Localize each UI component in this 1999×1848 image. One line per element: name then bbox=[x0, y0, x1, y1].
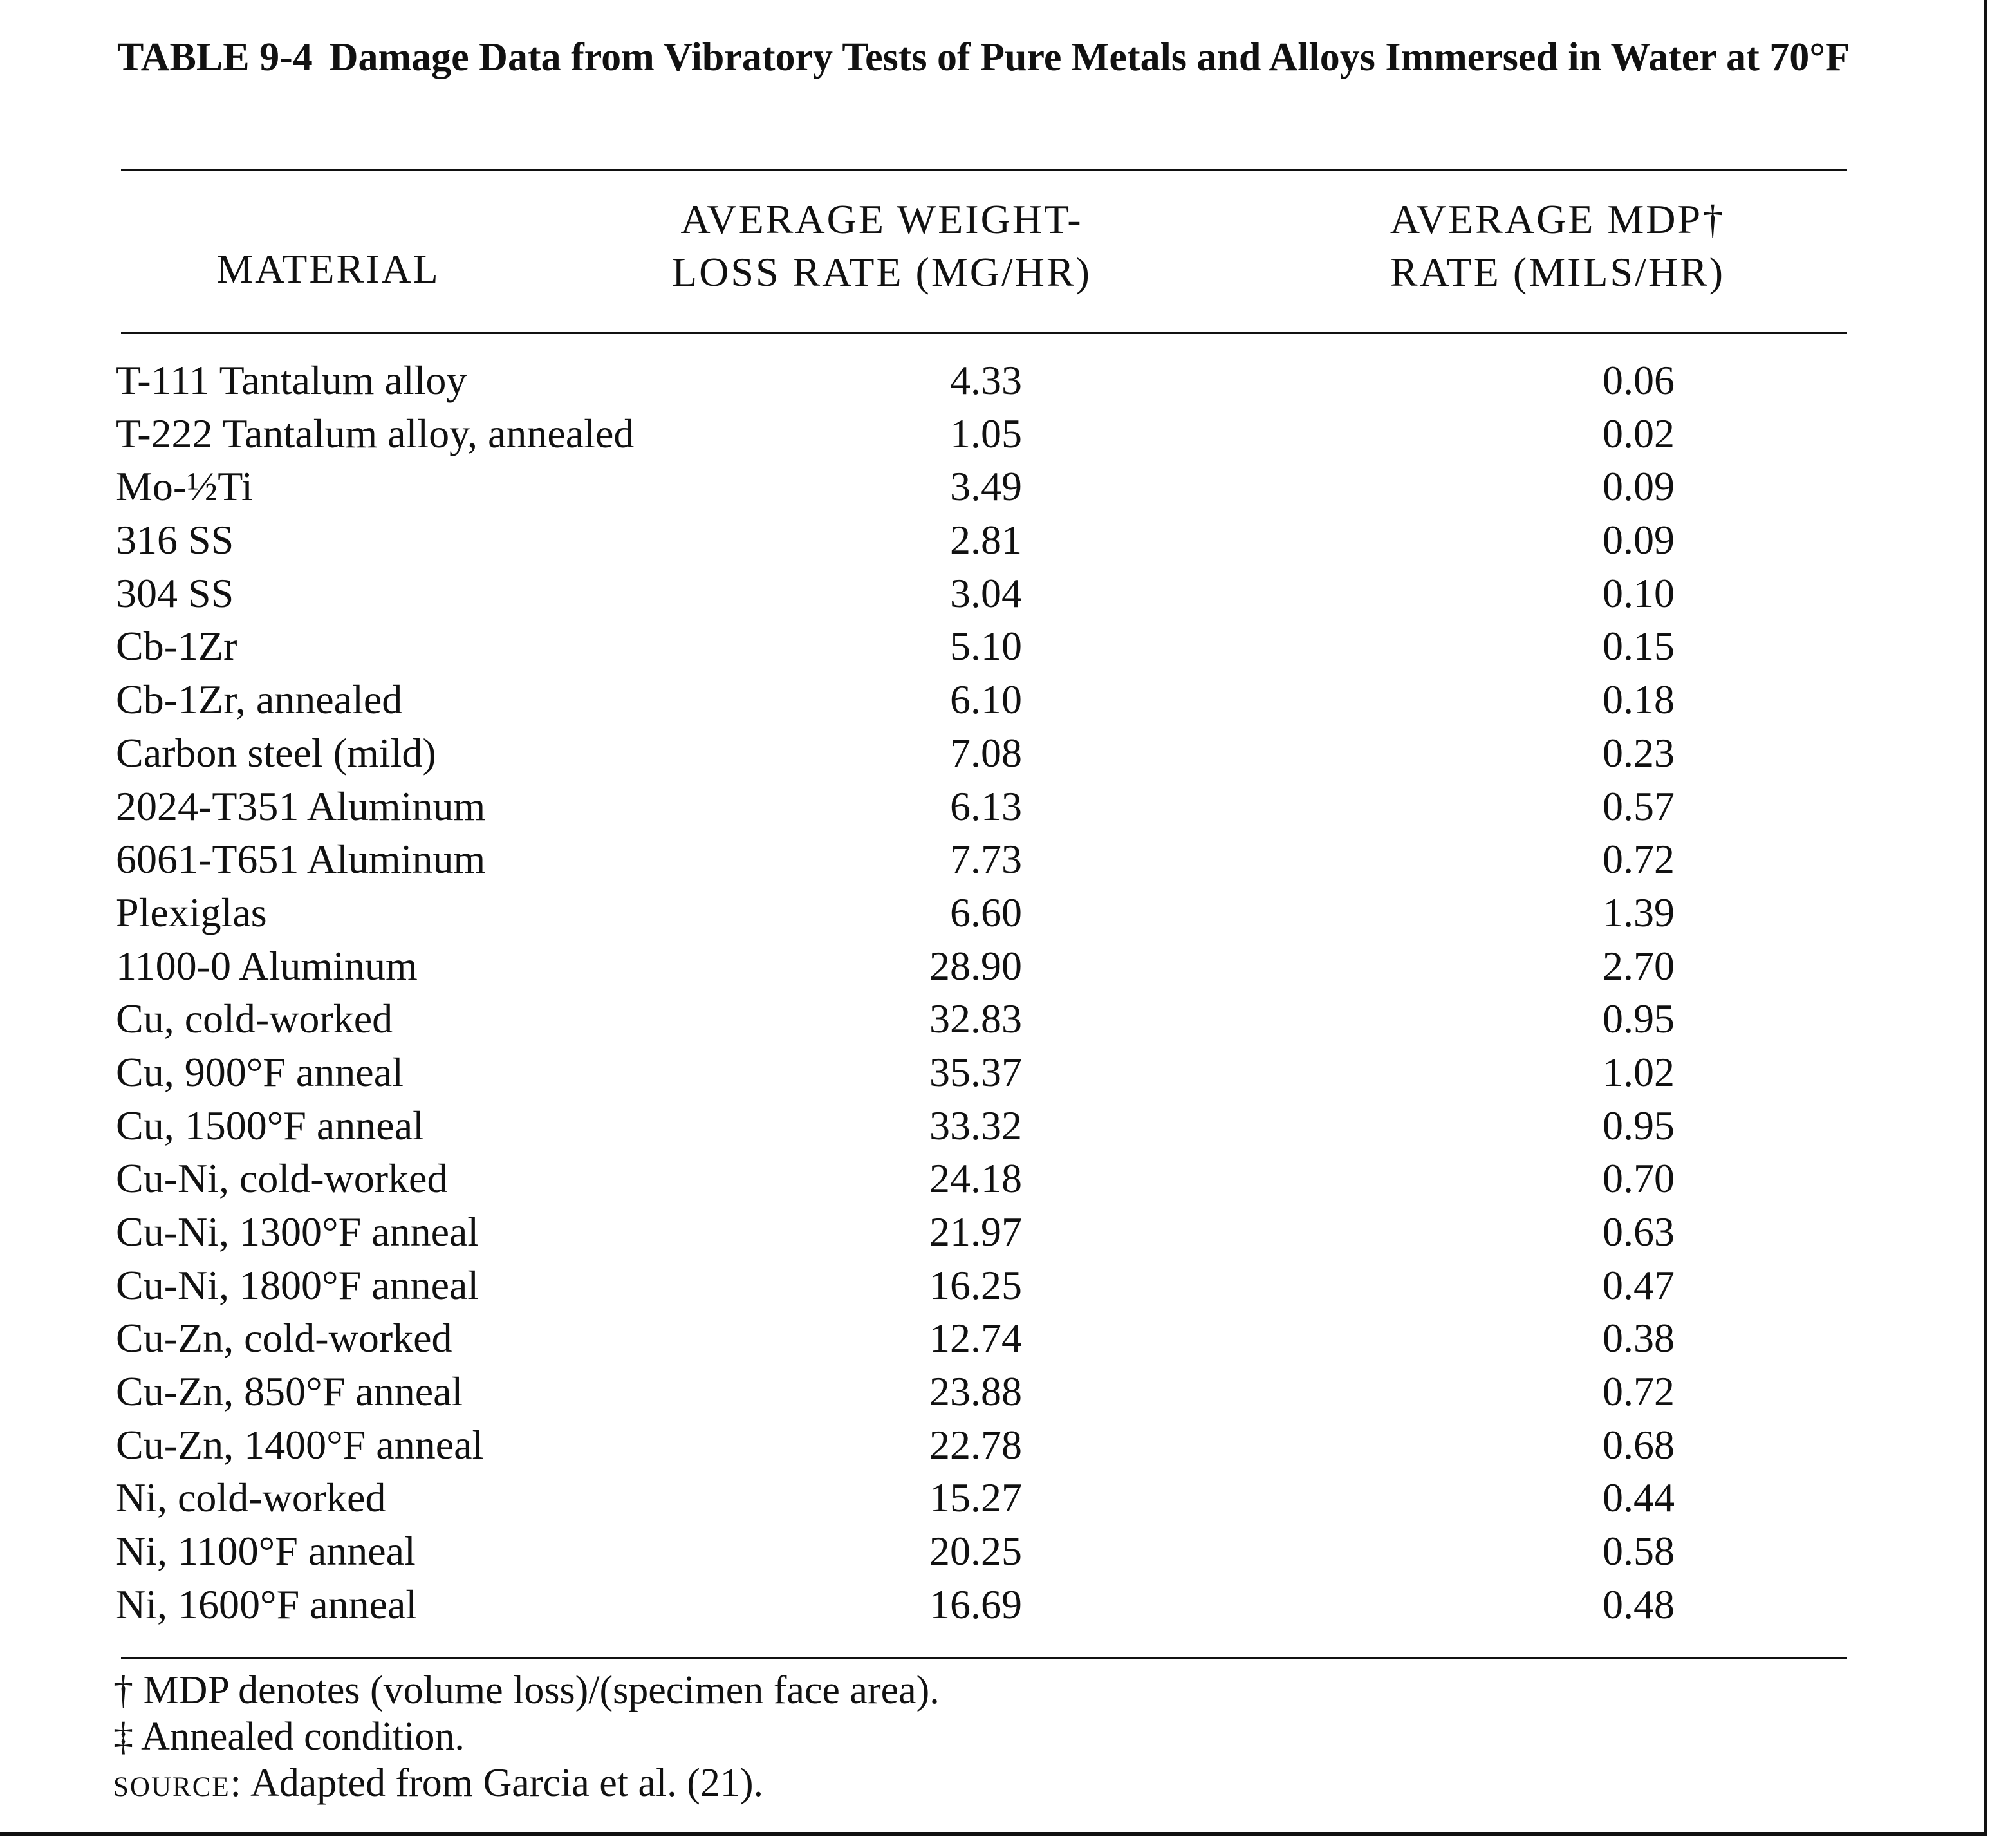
table-row bbox=[116, 567, 1841, 621]
cell-material: Cb-1Zr bbox=[116, 623, 237, 669]
cell-weight-loss: 5.10 bbox=[950, 623, 1022, 669]
cell-weight-loss: 2.81 bbox=[950, 517, 1022, 563]
table-row bbox=[116, 727, 1841, 780]
table-row bbox=[116, 1471, 1841, 1525]
table-row bbox=[116, 407, 1841, 461]
footnote-dagger: † MDP denotes (volume loss)/(specimen face area). bbox=[113, 1668, 940, 1712]
cell-weight-loss: 6.10 bbox=[950, 677, 1022, 723]
cell-mdp: 0.63 bbox=[1603, 1209, 1675, 1255]
cell-weight-loss: 16.25 bbox=[929, 1262, 1022, 1308]
column-header-weight-loss bbox=[586, 193, 1178, 299]
table-row bbox=[116, 1152, 1841, 1206]
table-row bbox=[116, 833, 1841, 886]
source-label: source: bbox=[113, 1761, 243, 1805]
cell-weight-loss: 28.90 bbox=[929, 942, 1022, 989]
cell-material: Ni, 1100°F anneal bbox=[116, 1528, 416, 1574]
table-row bbox=[116, 1365, 1841, 1419]
cell-weight-loss: 32.83 bbox=[929, 996, 1022, 1042]
cell-mdp: 0.06 bbox=[1603, 357, 1675, 403]
table-row bbox=[116, 1046, 1841, 1099]
cell-weight-loss: 6.60 bbox=[950, 889, 1022, 935]
table-row bbox=[116, 1419, 1841, 1472]
cell-mdp: 0.72 bbox=[1603, 1368, 1675, 1415]
cell-mdp: 0.58 bbox=[1603, 1528, 1675, 1574]
cell-material: Cu-Ni, 1300°F anneal bbox=[116, 1209, 479, 1255]
cell-material: Cu-Ni, 1800°F anneal bbox=[116, 1262, 479, 1308]
column-header-line: AVERAGE MDP† bbox=[1390, 196, 1725, 242]
column-header-line: MATERIAL bbox=[216, 246, 440, 292]
cell-weight-loss: 24.18 bbox=[929, 1155, 1022, 1202]
cell-mdp: 2.70 bbox=[1603, 942, 1675, 989]
cell-material: Cu, cold-worked bbox=[116, 996, 393, 1042]
table-row bbox=[116, 1312, 1841, 1365]
column-header-line: LOSS RATE (MG/HR) bbox=[672, 249, 1092, 295]
cell-material: 304 SS bbox=[116, 570, 234, 616]
table-row bbox=[116, 1578, 1841, 1632]
table-caption: Damage Data from Vibratory Tests of Pure Metals and Alloys Immersed in Water at 70°F bbox=[329, 35, 1850, 79]
table-row bbox=[116, 1525, 1841, 1578]
footnote-source bbox=[113, 1760, 1787, 1806]
cell-mdp: 0.47 bbox=[1603, 1262, 1675, 1308]
cell-mdp: 0.68 bbox=[1603, 1421, 1675, 1468]
cell-mdp: 0.23 bbox=[1603, 729, 1675, 776]
cell-mdp: 1.39 bbox=[1603, 889, 1675, 935]
cell-material: Ni, 1600°F anneal bbox=[116, 1581, 418, 1627]
cell-material: Ni, cold-worked bbox=[116, 1475, 386, 1521]
cell-mdp: 0.10 bbox=[1603, 570, 1675, 616]
cell-mdp: 0.09 bbox=[1603, 517, 1675, 563]
cell-material: Cu-Zn, 850°F anneal bbox=[116, 1368, 463, 1415]
cell-mdp: 0.02 bbox=[1603, 410, 1675, 456]
cell-material: 6061-T651 Aluminum bbox=[116, 836, 486, 882]
header-rule bbox=[121, 332, 1847, 334]
table-row bbox=[116, 673, 1841, 727]
table-row bbox=[116, 1206, 1841, 1259]
table-number: TABLE 9-4 bbox=[117, 35, 313, 79]
cell-weight-loss: 7.08 bbox=[950, 729, 1022, 776]
cell-mdp: 0.70 bbox=[1603, 1155, 1675, 1202]
footnote-double-dagger: ‡ Annealed condition. bbox=[113, 1715, 465, 1759]
table-body bbox=[116, 354, 1841, 1632]
cell-weight-loss: 1.05 bbox=[950, 410, 1022, 456]
table-row bbox=[116, 460, 1841, 514]
table-row bbox=[116, 514, 1841, 567]
table-row bbox=[116, 780, 1841, 834]
cell-material: Cu, 900°F anneal bbox=[116, 1049, 404, 1095]
source-text: Adapted from Garcia et al. (21). bbox=[250, 1761, 764, 1805]
table-row bbox=[116, 940, 1841, 993]
cell-weight-loss: 4.33 bbox=[950, 357, 1022, 403]
cell-mdp: 0.18 bbox=[1603, 677, 1675, 723]
cell-weight-loss: 21.97 bbox=[929, 1209, 1022, 1255]
top-rule bbox=[121, 169, 1847, 171]
bottom-rule bbox=[121, 1657, 1847, 1659]
cell-weight-loss: 22.78 bbox=[929, 1421, 1022, 1468]
cell-material: Carbon steel (mild) bbox=[116, 729, 436, 776]
cell-material: T-222 Tantalum alloy, annealed bbox=[116, 410, 635, 456]
table-row bbox=[116, 1099, 1841, 1153]
cell-material: Mo-½Ti bbox=[116, 463, 253, 510]
cell-material: Cu-Zn, 1400°F anneal bbox=[116, 1421, 484, 1468]
cell-mdp: 0.95 bbox=[1603, 996, 1675, 1042]
table-row bbox=[116, 886, 1841, 940]
cell-mdp: 0.09 bbox=[1603, 463, 1675, 510]
table-footnotes bbox=[113, 1667, 1787, 1806]
cell-material: Cb-1Zr, annealed bbox=[116, 677, 403, 723]
cell-weight-loss: 3.04 bbox=[950, 570, 1022, 616]
cell-weight-loss: 35.37 bbox=[929, 1049, 1022, 1095]
column-header-line: AVERAGE WEIGHT- bbox=[680, 196, 1083, 242]
table-row bbox=[116, 620, 1841, 673]
cell-material: Plexiglas bbox=[116, 889, 267, 935]
table-row bbox=[116, 993, 1841, 1046]
cell-weight-loss: 15.27 bbox=[929, 1475, 1022, 1521]
cell-mdp: 0.48 bbox=[1603, 1581, 1675, 1627]
cell-material: Cu, 1500°F anneal bbox=[116, 1102, 424, 1148]
cell-mdp: 0.38 bbox=[1603, 1315, 1675, 1361]
cell-material: 2024-T351 Aluminum bbox=[116, 783, 486, 829]
table-title bbox=[117, 32, 1868, 82]
cell-material: Cu-Ni, cold-worked bbox=[116, 1155, 448, 1202]
cell-material: 316 SS bbox=[116, 517, 234, 563]
cell-mdp: 0.72 bbox=[1603, 836, 1675, 882]
column-header-material bbox=[148, 243, 508, 295]
cell-material: Cu-Zn, cold-worked bbox=[116, 1315, 452, 1361]
cell-weight-loss: 16.69 bbox=[929, 1581, 1022, 1627]
column-header-mdp bbox=[1294, 193, 1821, 299]
table-row bbox=[116, 1259, 1841, 1312]
cell-weight-loss: 33.32 bbox=[929, 1102, 1022, 1148]
cell-material: 1100-0 Aluminum bbox=[116, 942, 418, 989]
cell-weight-loss: 6.13 bbox=[950, 783, 1022, 829]
cell-weight-loss: 3.49 bbox=[950, 463, 1022, 510]
cell-mdp: 0.57 bbox=[1603, 783, 1675, 829]
table-row bbox=[116, 354, 1841, 407]
cell-material: T-111 Tantalum alloy bbox=[116, 357, 467, 403]
cell-mdp: 0.44 bbox=[1603, 1475, 1675, 1521]
cell-weight-loss: 12.74 bbox=[929, 1315, 1022, 1361]
cell-weight-loss: 20.25 bbox=[929, 1528, 1022, 1574]
column-header-line: RATE (MILS/HR) bbox=[1390, 249, 1725, 295]
cell-mdp: 1.02 bbox=[1603, 1049, 1675, 1095]
cell-mdp: 0.95 bbox=[1603, 1102, 1675, 1148]
cell-mdp: 0.15 bbox=[1603, 623, 1675, 669]
cell-weight-loss: 7.73 bbox=[950, 836, 1022, 882]
cell-weight-loss: 23.88 bbox=[929, 1368, 1022, 1415]
